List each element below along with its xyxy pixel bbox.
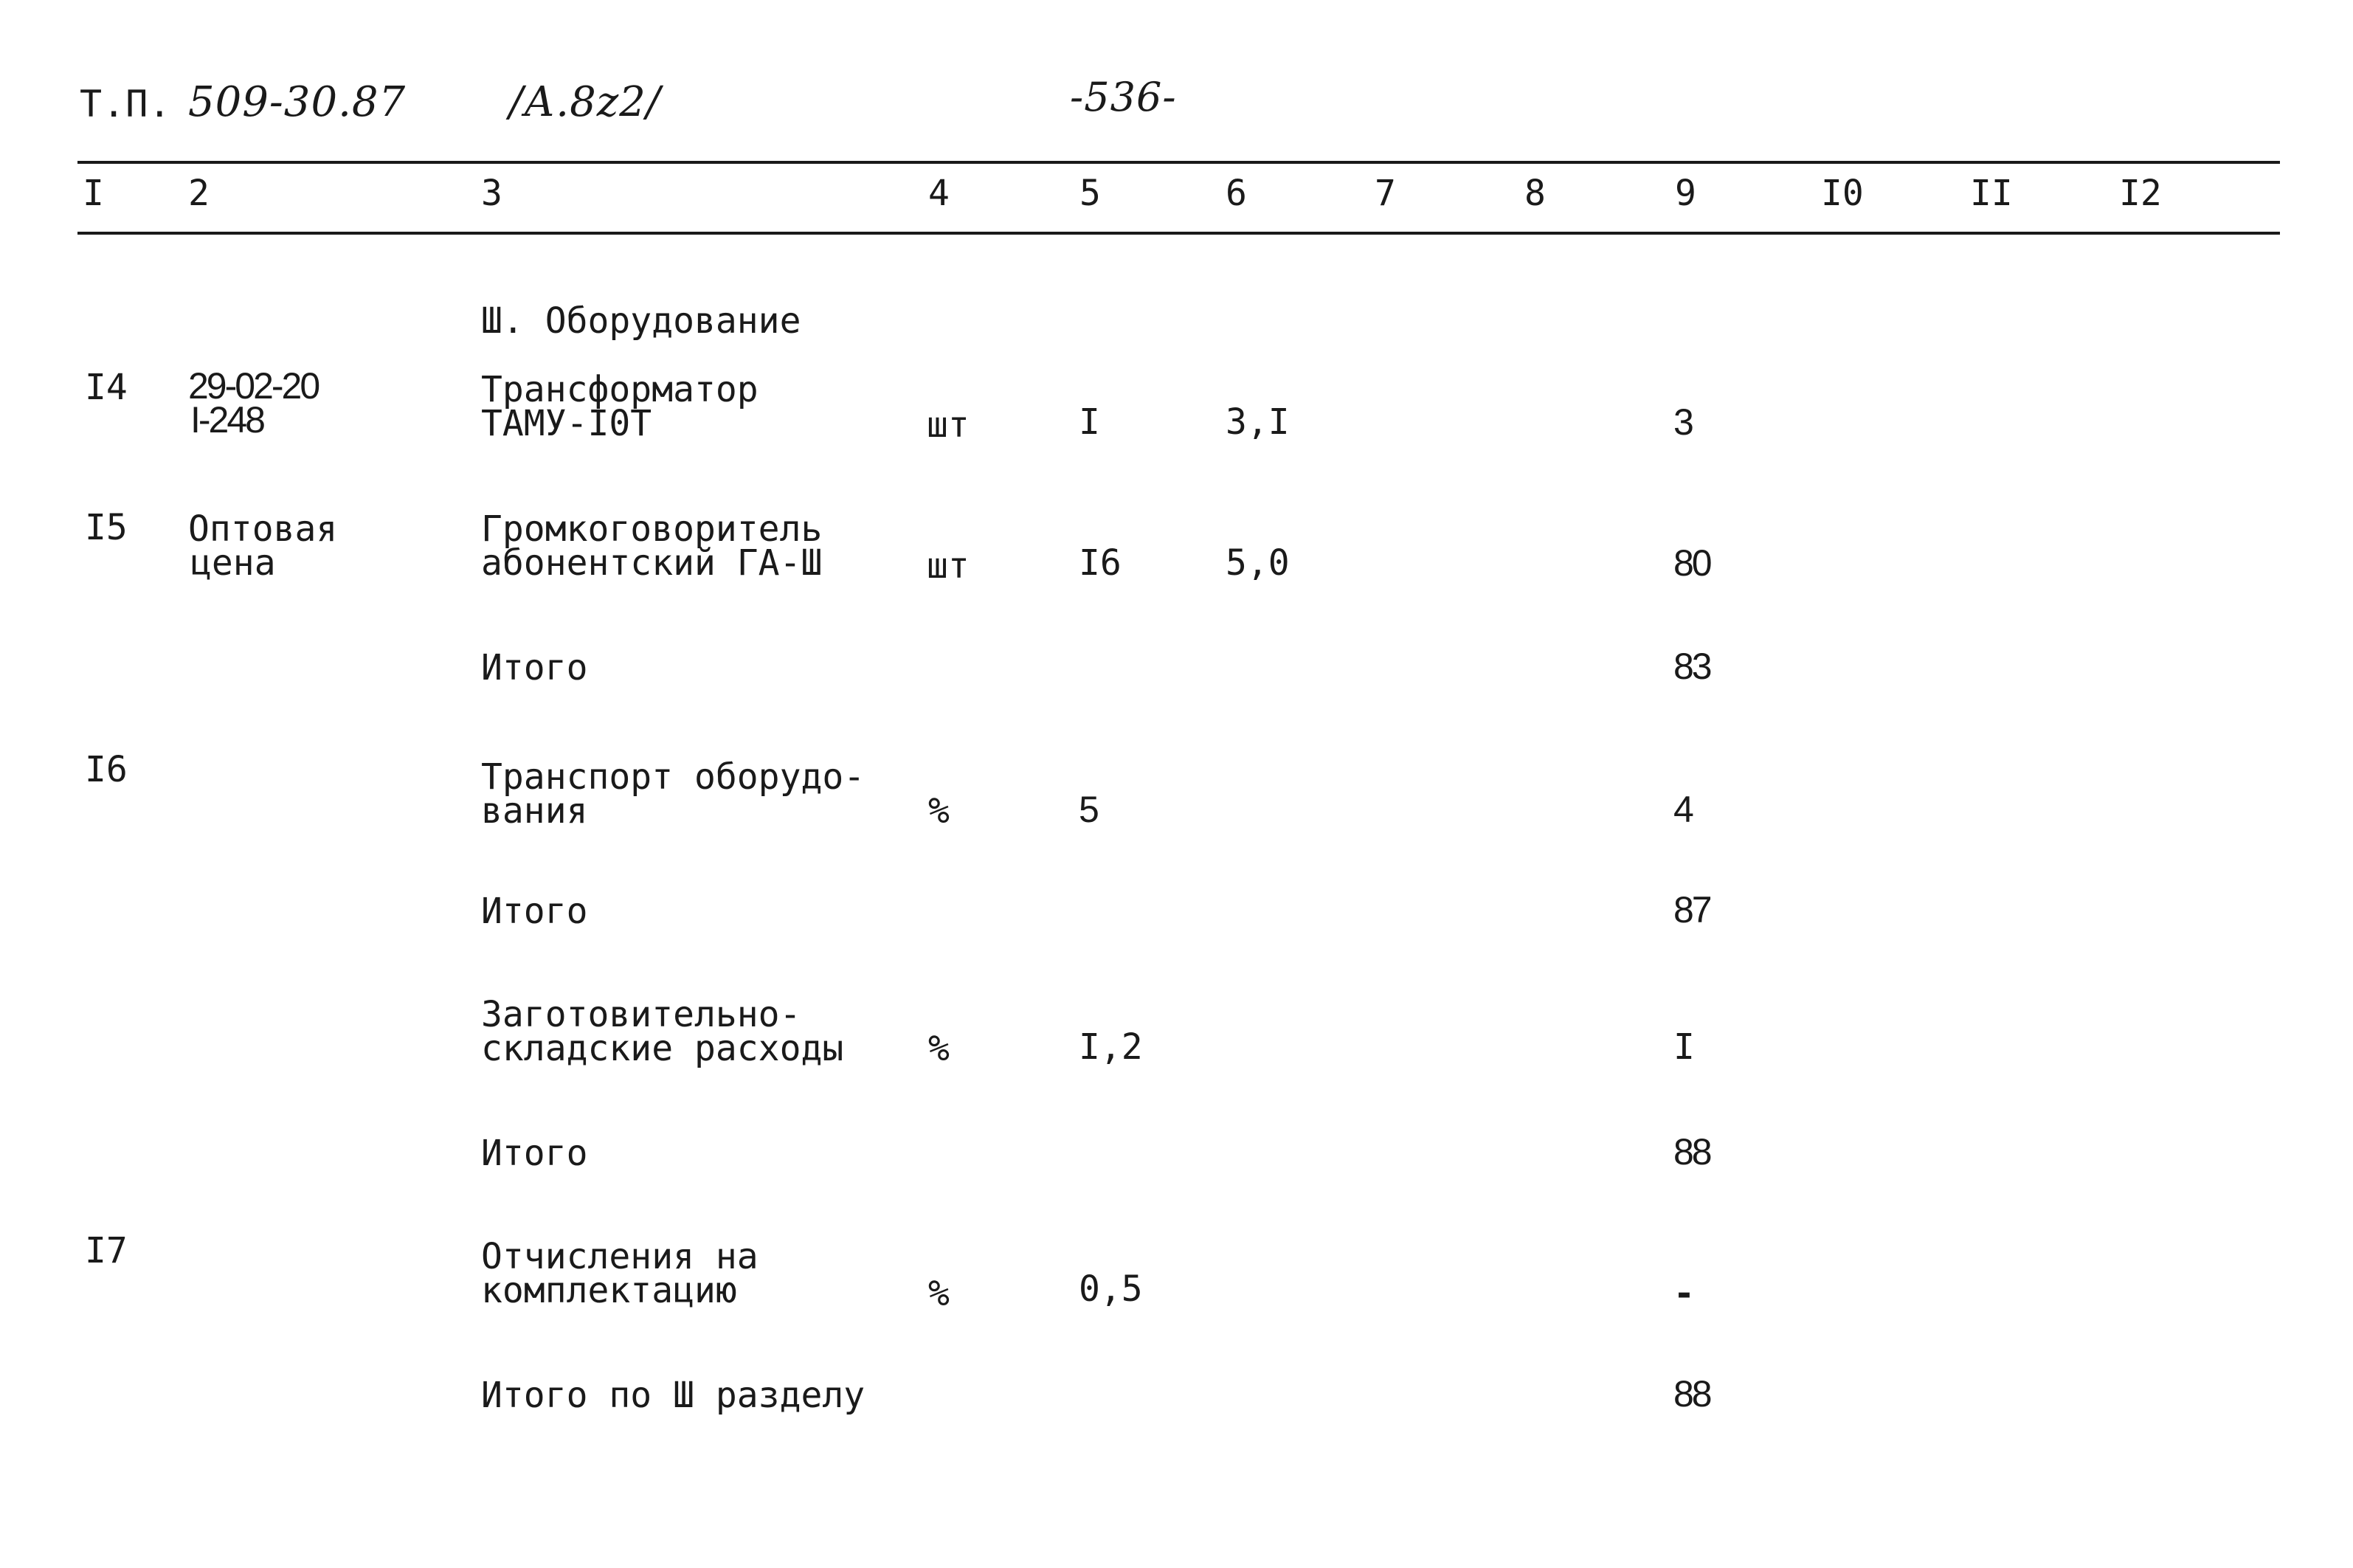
position-number: I6 [85, 749, 128, 790]
item-name-line-2: складские расходы [481, 1028, 844, 1069]
subtotal-value: 88 [1673, 1131, 1710, 1172]
doc-code-label: Т.П. [80, 83, 172, 125]
unit-price: 3,I [1226, 401, 1290, 443]
column-header-4: 4 [928, 173, 950, 214]
total-cost: I [1673, 1026, 1695, 1068]
header-bottom-rule [77, 232, 2280, 235]
total-cost: 3 [1673, 401, 1692, 443]
total-cost: 4 [1673, 789, 1692, 830]
position-number: I4 [85, 367, 128, 408]
rate-value: I,2 [1079, 1026, 1143, 1068]
item-name-line-2: комплектацию [481, 1270, 737, 1311]
quantity: I [1079, 401, 1100, 443]
reference-line-2: I-248 [190, 399, 263, 441]
item-name-line-2: ТАМУ-I0Т [481, 403, 652, 444]
doc-code-value: 509-30.87 [188, 78, 407, 126]
unit: % [928, 1273, 950, 1314]
column-header-2: 2 [188, 173, 210, 214]
column-header-10: I0 [1821, 173, 1864, 214]
subtotal-value: 83 [1673, 646, 1710, 687]
column-header-3: 3 [481, 173, 502, 214]
item-name-line-2: абонентский ГА-Ш [481, 542, 823, 584]
column-header-7: 7 [1375, 173, 1396, 214]
item-name-line-2: вания [481, 790, 588, 832]
total-cost: - [1673, 1273, 1695, 1314]
quantity: I6 [1079, 542, 1122, 584]
rate-value: 5 [1079, 789, 1097, 830]
column-header-11: II [1970, 173, 2013, 214]
unit: шт [927, 404, 970, 446]
item-name-line-1: Транспорт оборудо- [481, 756, 865, 798]
item-name-line-1: Заготовительно- [481, 994, 801, 1035]
subtotal-label: Итого [481, 1133, 588, 1174]
header-top-rule [77, 161, 2280, 164]
section-title: Ш. Оборудование [481, 300, 801, 342]
column-header-8: 8 [1524, 173, 1546, 214]
subtotal-value: 87 [1673, 889, 1710, 930]
reference-line-2: цена [190, 542, 276, 584]
reference-line-1: Оптовая [188, 508, 338, 550]
section-total-value: 88 [1673, 1373, 1710, 1415]
column-header-6: 6 [1226, 173, 1247, 214]
position-number: I5 [85, 507, 128, 548]
item-name-line-1: Трансформатор [481, 369, 759, 410]
subtotal-label: Итого [481, 891, 588, 932]
unit: шт [927, 545, 970, 587]
column-header-12: I2 [2119, 173, 2162, 214]
column-header-5: 5 [1079, 173, 1101, 214]
section-total-label: Итого по Ш разделу [481, 1375, 865, 1416]
reference-line-1: 29-02-20 [188, 365, 319, 407]
unit: % [928, 790, 950, 832]
total-cost: 80 [1673, 542, 1710, 584]
unit-price: 5,0 [1226, 542, 1290, 584]
item-name-line-1: Отчисления на [481, 1236, 759, 1277]
rate-value: 0,5 [1079, 1268, 1143, 1310]
column-header-1: I [83, 173, 104, 214]
unit: % [928, 1028, 950, 1069]
item-name-line-1: Громкоговоритель [481, 508, 823, 550]
subtotal-label: Итого [481, 647, 588, 688]
column-header-9: 9 [1675, 173, 1696, 214]
album-number: /А.8z2/ [509, 78, 661, 126]
position-number: I7 [85, 1230, 128, 1271]
page-number: -536- [1070, 74, 1177, 120]
